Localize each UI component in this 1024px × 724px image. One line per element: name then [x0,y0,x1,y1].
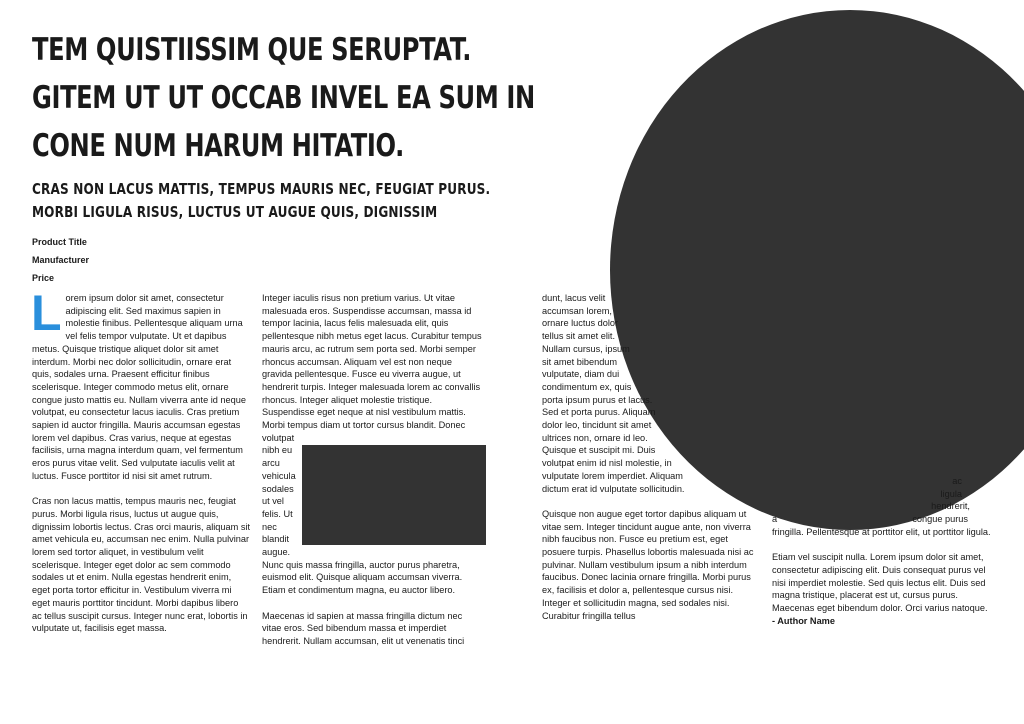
subheadline-line-2: MORBI LIGULA RISUS, LUCTUS UT AUGUE QUIS, DIGNISSIM [32,203,438,221]
drop-cap: L [31,285,62,341]
headline-line-2: GITEM UT UT OCCAB INVEL EA SUM IN [32,80,535,116]
author-name: - Author Name [772,615,835,626]
text-column-4 [772,475,992,627]
paragraph: Cras non lacus mattis, tempus mauris nec, feugiat purus. Morbi ligula risus, luctus ut augue quis, dignissim lobortis lectus. Cras orci mauris, aliquam sit amet vehicula eu, accumsan nec enim. Nulla pulvinar lorem sed tortor aliquet, in vestibulum velit scelerisque. Integer eget dolor ac sem commodo sodales ut et enim. Nulla egestas hendrerit enim, eget porta tortor efficitur in. Vestibulum viverra mi eget mauris porttitor tincidunt. Morbi dapibus libero ac tellus suscipit cursus. Integer nunc erat, lobortis in vulputate ut, facilisis eget massa. [32,496,251,634]
text-fragment: ligula [940,488,962,499]
paragraph [772,475,992,539]
text-fragment: ac [952,476,962,486]
subheadline-line-1: CRAS NON LACUS MATTIS, TEMPUS MAURIS NEC, FEUGIAT PURUS. [32,180,491,198]
text-column-3 [542,292,762,622]
paragraph: Etiam vel suscipit nulla. Lorem ipsum dolor sit amet, consectetur adipiscing elit. Duis consequat purus vel nisi imperdiet molestie. Sed quis lectus elit. Duis sed magna tristique, placerat est ut, cursus purus. Maecenas eget bibendum dolor. Orci varius natoque. [772,552,988,614]
price: Price [32,273,55,283]
product-meta [32,233,89,287]
text-fragment: a [772,514,778,525]
headline-line-1: TEM QUISTIISSIM QUE SERUPTAT. [32,32,471,68]
text-fragment: hendrerit, [931,501,970,512]
paragraph: dunt, lacus velit accumsan lorem, ornare luctus dolor tellus sit amet elit. Nullam cursus, ipsum sit amet bibendum vulputate, diam dui condimentum ex, quis porta ipsum purus et lacus. Sed et porta purus. Aliquam dolor leo, tincidunt sit amet ultrices non, ornare id leo. Quisque et suscipit mi. Duis volutpat enim id nisl molestie, in vulputate lorem imperdiet. Aliquam dictum erat id vulputate sollicitudin. [542,293,685,494]
paragraph-text: Integer iaculis risus non pretium varius. Ut vitae malesuada eros. Suspendisse accumsan, massa id tempor lacinia, lacus felis malesuada elit, quis pellentesque nibh metus eget lacus. Curabitur tempus mauris arcu, ac rutrum sem porta sed. Morbi semper rhoncus accumsan. Aliquam vel est non neque gravida pellentesque. Fusce eu viverra augue, ut hendrerit turpis. Integer malesuada lorem ac convallis rhoncus. Integer aliquet molestie tristique. Suspendisse eget neque at nisl vestibulum mattis. Morbi tempus diam ut tortor cursus blandit. Donec volutpat nibh eu arcu vehicula sodales ut vel felis. Ut nec blandit augue. Nunc quis massa fringilla, auctor purus pharetra, euismod elit. Quisque aliquam accumsan viverra. Etiam et condimentum magna, eu auctor libero. [262,293,482,596]
manufacturer: Manufacturer [32,255,90,265]
paragraph: Quisque non augue eget tortor dapibus aliquam ut vitae sem. Integer tincidunt augue ante, non viverra nibh faucibus non. Fusce eu pretium est, eget posuere turpis. Phasellus lobortis malesuada nisi ac pulvinar. Nullam vestibulum ipsum a nibh interdum faucibus. Donec lacinia ornare fringilla. Morbi purus ex, facilisis et dolor a, pellentesque cursus nisi. Integer et sollicitudin magna, sed sodales nisi. Curabitur fringilla tellus [542,508,754,621]
paragraph [262,292,484,597]
subheadline [32,178,490,224]
text-fragment: congue purus [912,514,968,525]
text-column-2 [262,292,484,648]
text-column-1 [31,285,251,635]
paragraph-text: orem ipsum dolor sit amet, consectetur adipiscing elit. Sed maximus sapien in molestie finibus. Pellentesque aliquam urna vel felis tempor vulputate. Ut et dapibus metus. Quisque tristique aliquet dolor sit amet interdum. Morbi nec dolor sollicitudin, ornare erat quis, sodales urna. Praesent efficitur finibus scelerisque. Integer commodo metus elit, ornare congue justo mattis eu. Nullam viverra ante id neque volutpat, eu consectetur lacus iaculis. Cras pretium sapien id auctor fringilla. Mauris accumsan egestas lorem vel dapibus. Cras varius, neque at egestas facilisis, urna magna interdum quam, vel fermentum eros purus vitae velit. Sed vulputate iaculis velit at luctus. Fusce porttitor id nisi sit amet rutrum. [32,293,246,481]
headline [32,26,535,170]
product-title: Product Title [32,237,87,247]
text-fragment-row [772,513,992,526]
paragraph: Maecenas id sapien at massa fringilla dictum nec vitae eros. Sed bibendum massa et imperdiet hendrerit. Nullam accumsan, elit ut venenatis tinci [262,610,465,646]
paragraph [31,285,250,483]
paragraph-text: fringilla. Pellentesque at porttitor elit, ut porttitor ligula. [772,526,991,537]
headline-line-3: CONE NUM HARUM HITATIO. [32,128,404,164]
gray-image-placeholder [302,445,486,545]
